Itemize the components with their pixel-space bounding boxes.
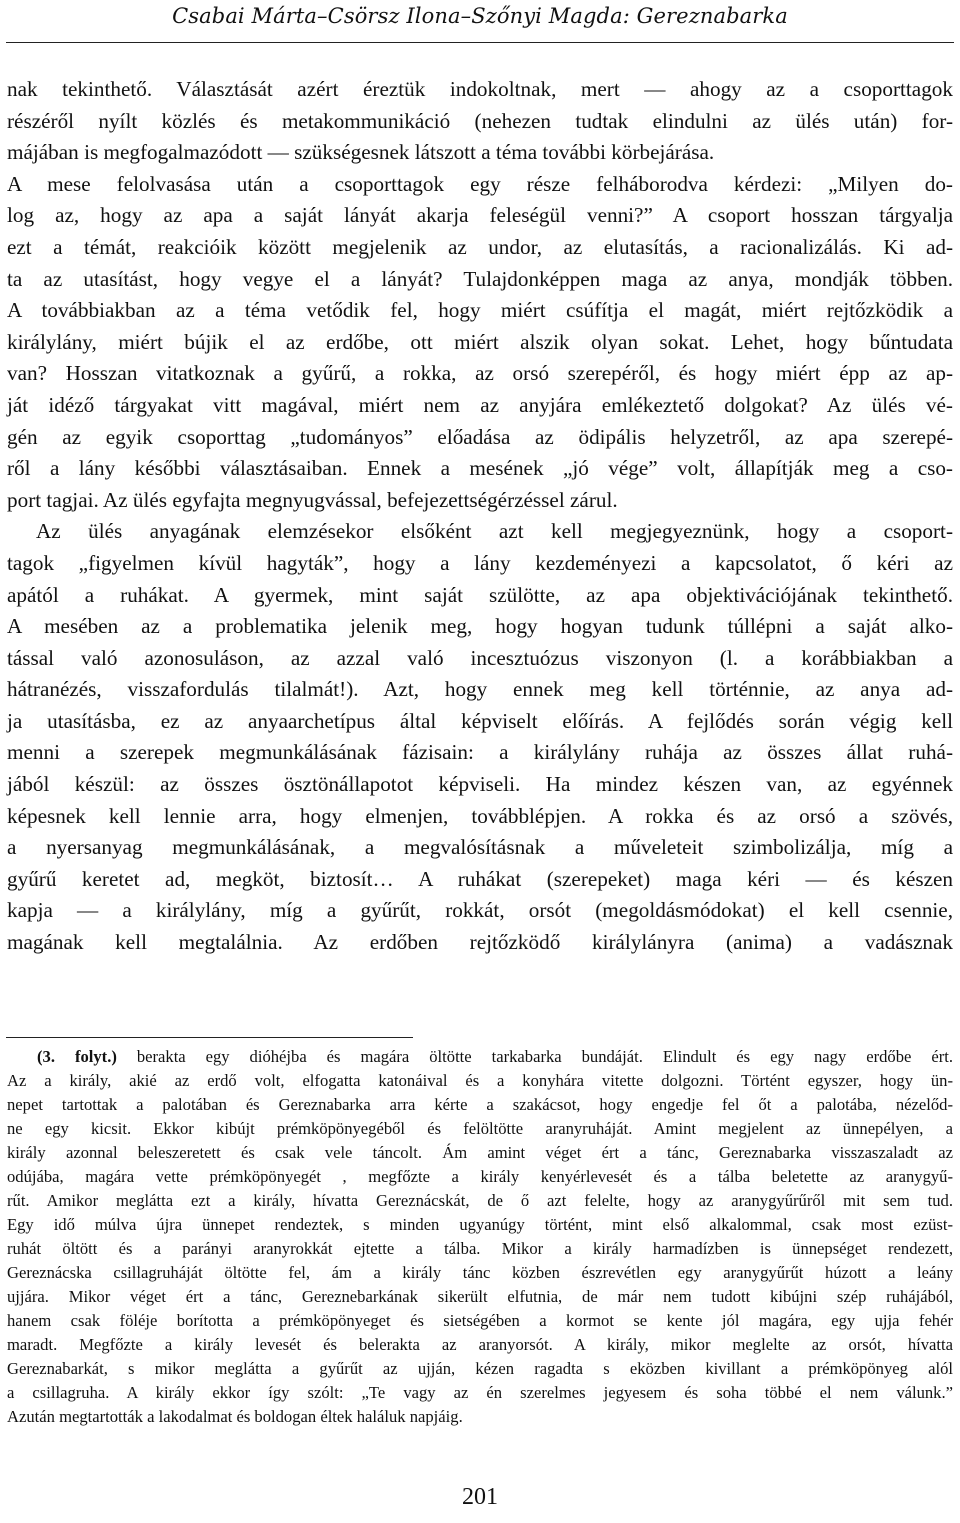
footnote-line: ujjára. Mikor véget ért a tánc, Gereznebarkának sikerült elfutnia, de már nem tudott kibújni szép ruhájából, [7, 1287, 953, 1306]
footnote-line: nepet tartottak a palotában és Gereznabarka arra kérte a szakácsot, hogy engedje fel őt a palotába, nézelőd- [7, 1095, 953, 1114]
footnote-line: Egy idő múlva újra ünnepet rendeztek, s minden ugyanúgy történt, mint első alkalommal, csak most ezüst- [7, 1215, 953, 1234]
body-line: ját idéző tárgyakat vitt magával, miért nem az anyjára emlékeztető dolgokat? Az ülés vé- [7, 392, 953, 417]
body-line: ta az utasítást, hogy vegye el a lányát? Tulajdonképpen maga az anya, mondják többen. [7, 266, 953, 291]
body-line: menni a szerepek megmunkálásának fázisain: a királylány ruhája az összes állat ruhá- [7, 740, 953, 765]
footnote-rule [6, 1037, 413, 1038]
body-line: gén az egyik csoporttag „tudományos” előadása az ödipális helyzetről, az apa szerepé- [7, 424, 953, 449]
body-line: részéről nyílt közlés és metakommunikáció (nehezen tudtak elindulni az ülés után) for- [7, 108, 953, 133]
footnote-line: odújába, magára vette prémköpönyegét , megfőzte a király kenyérlevesét és a tálba beletette az aranygyű- [7, 1167, 953, 1186]
footnote-line: Gereznácska csillagruháját öltötte fel, ám a király tánc közben észrevétlen egy aranygyűrűt húzott a leány [7, 1263, 953, 1282]
footnote-line: a csillagruha. A király ekkor így szólt: „Te vagy az én szerelmes jegyesem és soha többé el nem válunk.” [7, 1383, 953, 1402]
body-line: jából készül: az összes ösztönállapotot képviseli. Ha mindez készen van, az egyénnek [7, 772, 953, 797]
body-line: a nyersanyag megmunkálásának, a megvalósításnak a műveleteit szimbolizálja, míg a [7, 835, 953, 860]
footnote-line: Azután megtartották a lakodalmat és boldogan éltek haláluk napjáig. [7, 1407, 463, 1426]
page-number: 201 [462, 1484, 498, 1510]
body-line: ről a lány későbbi választásaiban. Ennek a mesének „jó vége” volt, állapítják meg a cso- [7, 456, 953, 481]
header-rule [6, 42, 954, 43]
body-text [7, 74, 953, 959]
footnote-line: rűt. Amikor meglátta ezt a király, hívatta Gereznácskát, de ő azt felelte, hogy az aranygyűrűről mit sem tud. [7, 1191, 953, 1210]
footnote-line: ne egy kicsit. Ekkor kibújt prémköpönyegéből és felöltötte aranyruháját. Amint megjelent az ünnepélyen, a [7, 1119, 953, 1138]
footnote-line: maradt. Megfőzte a király levesét és belerakta az aranyorsót. A király, mikor meglelte az orsót, hívatta [7, 1335, 953, 1354]
footnote [7, 1045, 953, 1429]
body-line: van? Hosszan vitatkoznak a gyűrű, a rokka, az orsó szerepéről, és hogy miért épp az ap- [7, 361, 953, 386]
footnote-line: király azonnal beleszeretett és csak vele táncolt. Ám amint véget ért a tánc, Gereznabarka visszaszaladt az [7, 1143, 953, 1162]
body-line: királylány, miért bújik el az erdőbe, ott miért alszik olyan sokat. Lehet, hogy bűntudata [7, 329, 953, 354]
body-line: gyűrű keretet ad, megköt, biztosít… A ruhákat (szerepeket) maga kéri — és készen [7, 866, 953, 891]
body-line: port tagjai. Az ülés egyfajta megnyugvással, befejezettségérzéssel zárul. [7, 487, 618, 512]
body-line: apától a ruhákat. A gyermek, mint saját szülötte, az apa objektivációjának tekinthető. [7, 582, 953, 607]
body-line: ezt a témát, reakcióik között megjelenik az undor, az elutasítás, a racionalizálás. Ki ad- [7, 234, 953, 259]
footnote-line: ruhát öltött és a parányi aranyrokkát ejtette a tálba. Mikor a király harmadízben is ünnepséget rendezett, [7, 1239, 953, 1258]
footnote-label: (3. folyt.) [37, 1047, 117, 1066]
body-line: képesnek kell lennie arra, hogy elmenjen, továbblépjen. A rokka és az orsó a szövés, [7, 803, 953, 828]
body-line: A mesében az a problematika jelenik meg, hogy hogyan tudunk túllépni a saját alko- [7, 614, 953, 639]
body-line: tagok „figyelmen kívül hagyták”, hogy a lány kezdeményezi a kapcsolatot, ő kéri az [7, 550, 953, 575]
footnote-line: hanem csak föléje borította a prémköpönyeget és sietségében a kormot se kente jól magára, egy ujja fehér [7, 1311, 953, 1330]
body-line: kapja — a királylány, míg a gyűrűt, rokkát, orsót (megoldásmódokat) el kell csennie, [7, 898, 953, 923]
footnote-line: Gereznabarkát, s mikor meglátta a gyűrűt az ujján, kézen ragadta s eközben kivillant a prémköpönyeg alól [7, 1359, 953, 1378]
body-line: magának kell megtalálnia. Az erdőben rejtőzködő királylányra (anima) a vadásznak [7, 930, 953, 955]
body-line: A továbbiakban az a téma vetődik fel, hogy miért csúfítja el magát, miért rejtőzködik a [7, 298, 953, 323]
body-line: nak tekinthető. Választását azért éreztük indokoltnak, mert — ahogy az a csoporttagok [7, 77, 953, 101]
body-line: ja utasításba, ez az anyaarchetípus által képviselt előírás. A fejlődés során végig kell [7, 708, 953, 733]
body-line: A mese felolvasása után a csoporttagok egy része felháborodva kérdezi: „Milyen do- [7, 171, 953, 196]
body-line: Az ülés anyagának elemzésekor elsőként azt kell megjegyeznünk, hogy a csoport- [36, 519, 953, 544]
body-line: májában is megfogalmazódott — szükségesnek látszott a téma további körbejárása. [7, 140, 715, 165]
footnote-line: Az a király, akié az erdő volt, elfogatta katonáival és a konyhára vitette dolgozni. Történt egyszer, hogy ün- [7, 1071, 953, 1090]
running-header: Csabai Márta–Csörsz Ilona–Szőnyi Magda: Gereznabarka [172, 4, 788, 28]
body-line: hátranézés, visszafordulás tilalmát!). Azt, hogy ennek meg kell történnie, az anya ad- [7, 677, 953, 702]
footnote-first-line [7, 1045, 953, 1069]
body-line: log az, hogy az apa a saját lányát akarja feleségül venni?” A csoport hosszan tárgyalja [7, 203, 953, 228]
footnote-text: berakta egy dióhéjba és magára öltötte tarkabarka bundáját. Elindult és egy nagy erdőbe ért. [116, 1047, 953, 1066]
body-line: tással való azonosuláson, az azzal való incesztuózus viszonyon (l. a korábbiakban a [7, 645, 953, 670]
